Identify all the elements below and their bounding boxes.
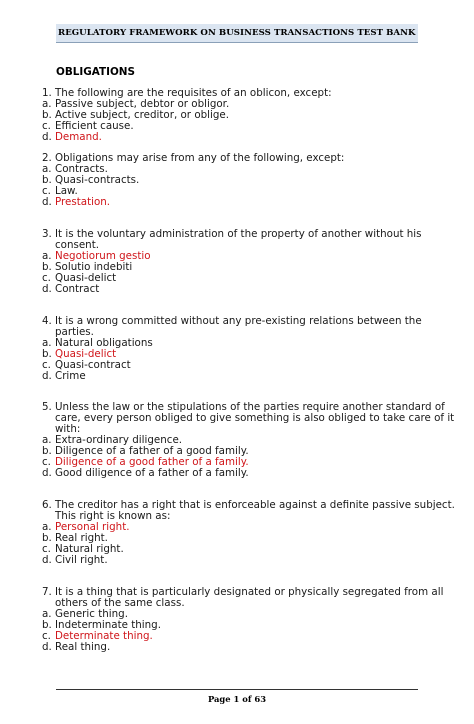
choice-letter: d. xyxy=(42,641,52,653)
page-number: Page 1 of 63 xyxy=(207,694,267,704)
choice-letter: b. xyxy=(42,348,52,360)
choice-letter: b. xyxy=(42,445,52,457)
choice-letter: c. xyxy=(42,120,51,132)
question-line: Obligations may arise from any of the following, except: xyxy=(55,152,345,164)
choice-letter: d. xyxy=(42,467,52,479)
choice-letter: a. xyxy=(42,163,52,175)
choice-letter: d. xyxy=(42,554,52,566)
choice-letter: c. xyxy=(42,272,51,284)
choice-letter: a. xyxy=(42,337,52,349)
correct-answer-text: Personal right. xyxy=(55,521,130,533)
choice-letter: a. xyxy=(42,250,52,262)
choice-text: Natural obligations xyxy=(55,337,153,349)
choice-letter: b. xyxy=(42,174,52,186)
correct-answer-text: Determinate thing. xyxy=(55,630,153,642)
choice-text: Passive subject, debtor or obligor. xyxy=(55,98,230,110)
choice-letter: d. xyxy=(42,283,52,295)
question-line: others of the same class. xyxy=(55,597,185,609)
header-title: REGULATORY FRAMEWORK ON BUSINESS TRANSACTIONS TEST BANK xyxy=(58,28,416,38)
question-line: It is the voluntary administration of the property of another without his xyxy=(55,228,422,240)
choice-text: Active subject, creditor, or oblige. xyxy=(55,109,230,121)
correct-answer-text: Diligence of a good father of a family. xyxy=(55,456,249,468)
choice-text: Quasi-contracts. xyxy=(55,174,140,186)
choice-text: Efficient cause. xyxy=(55,120,134,132)
question-number: 4. xyxy=(42,315,52,327)
choice-letter: c. xyxy=(42,359,51,371)
question-number: 1. xyxy=(42,87,52,99)
correct-answer-text: Negotiorum gestio xyxy=(55,250,151,262)
choice-letter: b. xyxy=(42,619,52,631)
question-line: with: xyxy=(55,423,81,435)
choice-text: Indeterminate thing. xyxy=(55,619,161,631)
choice-letter: c. xyxy=(42,456,51,468)
choice-letter: b. xyxy=(42,109,52,121)
choice-letter: d. xyxy=(42,196,52,208)
question-line: Unless the law or the stipulations of the parties require another standard of xyxy=(55,401,445,413)
choice-text: Solutio indebiti xyxy=(55,261,133,273)
correct-answer-text: Prestation. xyxy=(55,196,111,208)
choice-text: Extra-ordinary diligence. xyxy=(55,434,183,446)
correct-answer-text: Demand. xyxy=(55,131,102,143)
question-number: 3. xyxy=(42,228,52,240)
choice-text: Real thing. xyxy=(55,641,111,653)
choice-text: Law. xyxy=(55,185,78,197)
choice-text: Contract xyxy=(55,283,100,295)
choice-letter: d. xyxy=(42,370,52,382)
question-line: It is a wrong committed without any pre-existing relations between the xyxy=(55,315,422,327)
correct-answer-text: Quasi-delict xyxy=(55,348,117,360)
choice-letter: b. xyxy=(42,532,52,544)
question-line: This right is known as: xyxy=(55,510,171,522)
choice-text: Diligence of a father of a good family. xyxy=(55,445,249,457)
choice-letter: c. xyxy=(42,185,51,197)
question-number: 7. xyxy=(42,586,52,598)
question-number: 5. xyxy=(42,401,52,413)
choice-text: Civil right. xyxy=(55,554,108,566)
choice-letter: a. xyxy=(42,521,52,533)
question-number: 6. xyxy=(42,499,52,511)
choice-text: Natural right. xyxy=(55,543,124,555)
choice-text: Real right. xyxy=(55,532,108,544)
page-header xyxy=(56,24,418,43)
choice-letter: d. xyxy=(42,131,52,143)
question-line: consent. xyxy=(55,239,100,251)
choice-text: Quasi-contract xyxy=(55,359,131,371)
choice-text: Good diligence of a father of a family. xyxy=(55,467,249,479)
choice-letter: b. xyxy=(42,261,52,273)
choice-letter: c. xyxy=(42,543,51,555)
question-line: It is a thing that is particularly designated or physically segregated from all xyxy=(55,586,444,598)
question-line: parties. xyxy=(55,326,94,338)
choice-letter: a. xyxy=(42,434,52,446)
question-line: care, every person obliged to give something is also obliged to take care of it xyxy=(55,412,455,424)
footer-divider xyxy=(56,689,418,690)
choice-letter: a. xyxy=(42,608,52,620)
question-line: The following are the requisites of an oblicon, except: xyxy=(55,87,332,99)
question-line: The creditor has a right that is enforceable against a definite passive subject. xyxy=(55,499,455,511)
choice-text: Quasi-delict xyxy=(55,272,117,284)
choice-text: Crime xyxy=(55,370,86,382)
choice-text: Generic thing. xyxy=(55,608,128,620)
choice-letter: c. xyxy=(42,630,51,642)
section-title: OBLIGATIONS xyxy=(56,66,135,78)
question-number: 2. xyxy=(42,152,52,164)
choice-text: Contracts. xyxy=(55,163,108,175)
choice-letter: a. xyxy=(42,98,52,110)
